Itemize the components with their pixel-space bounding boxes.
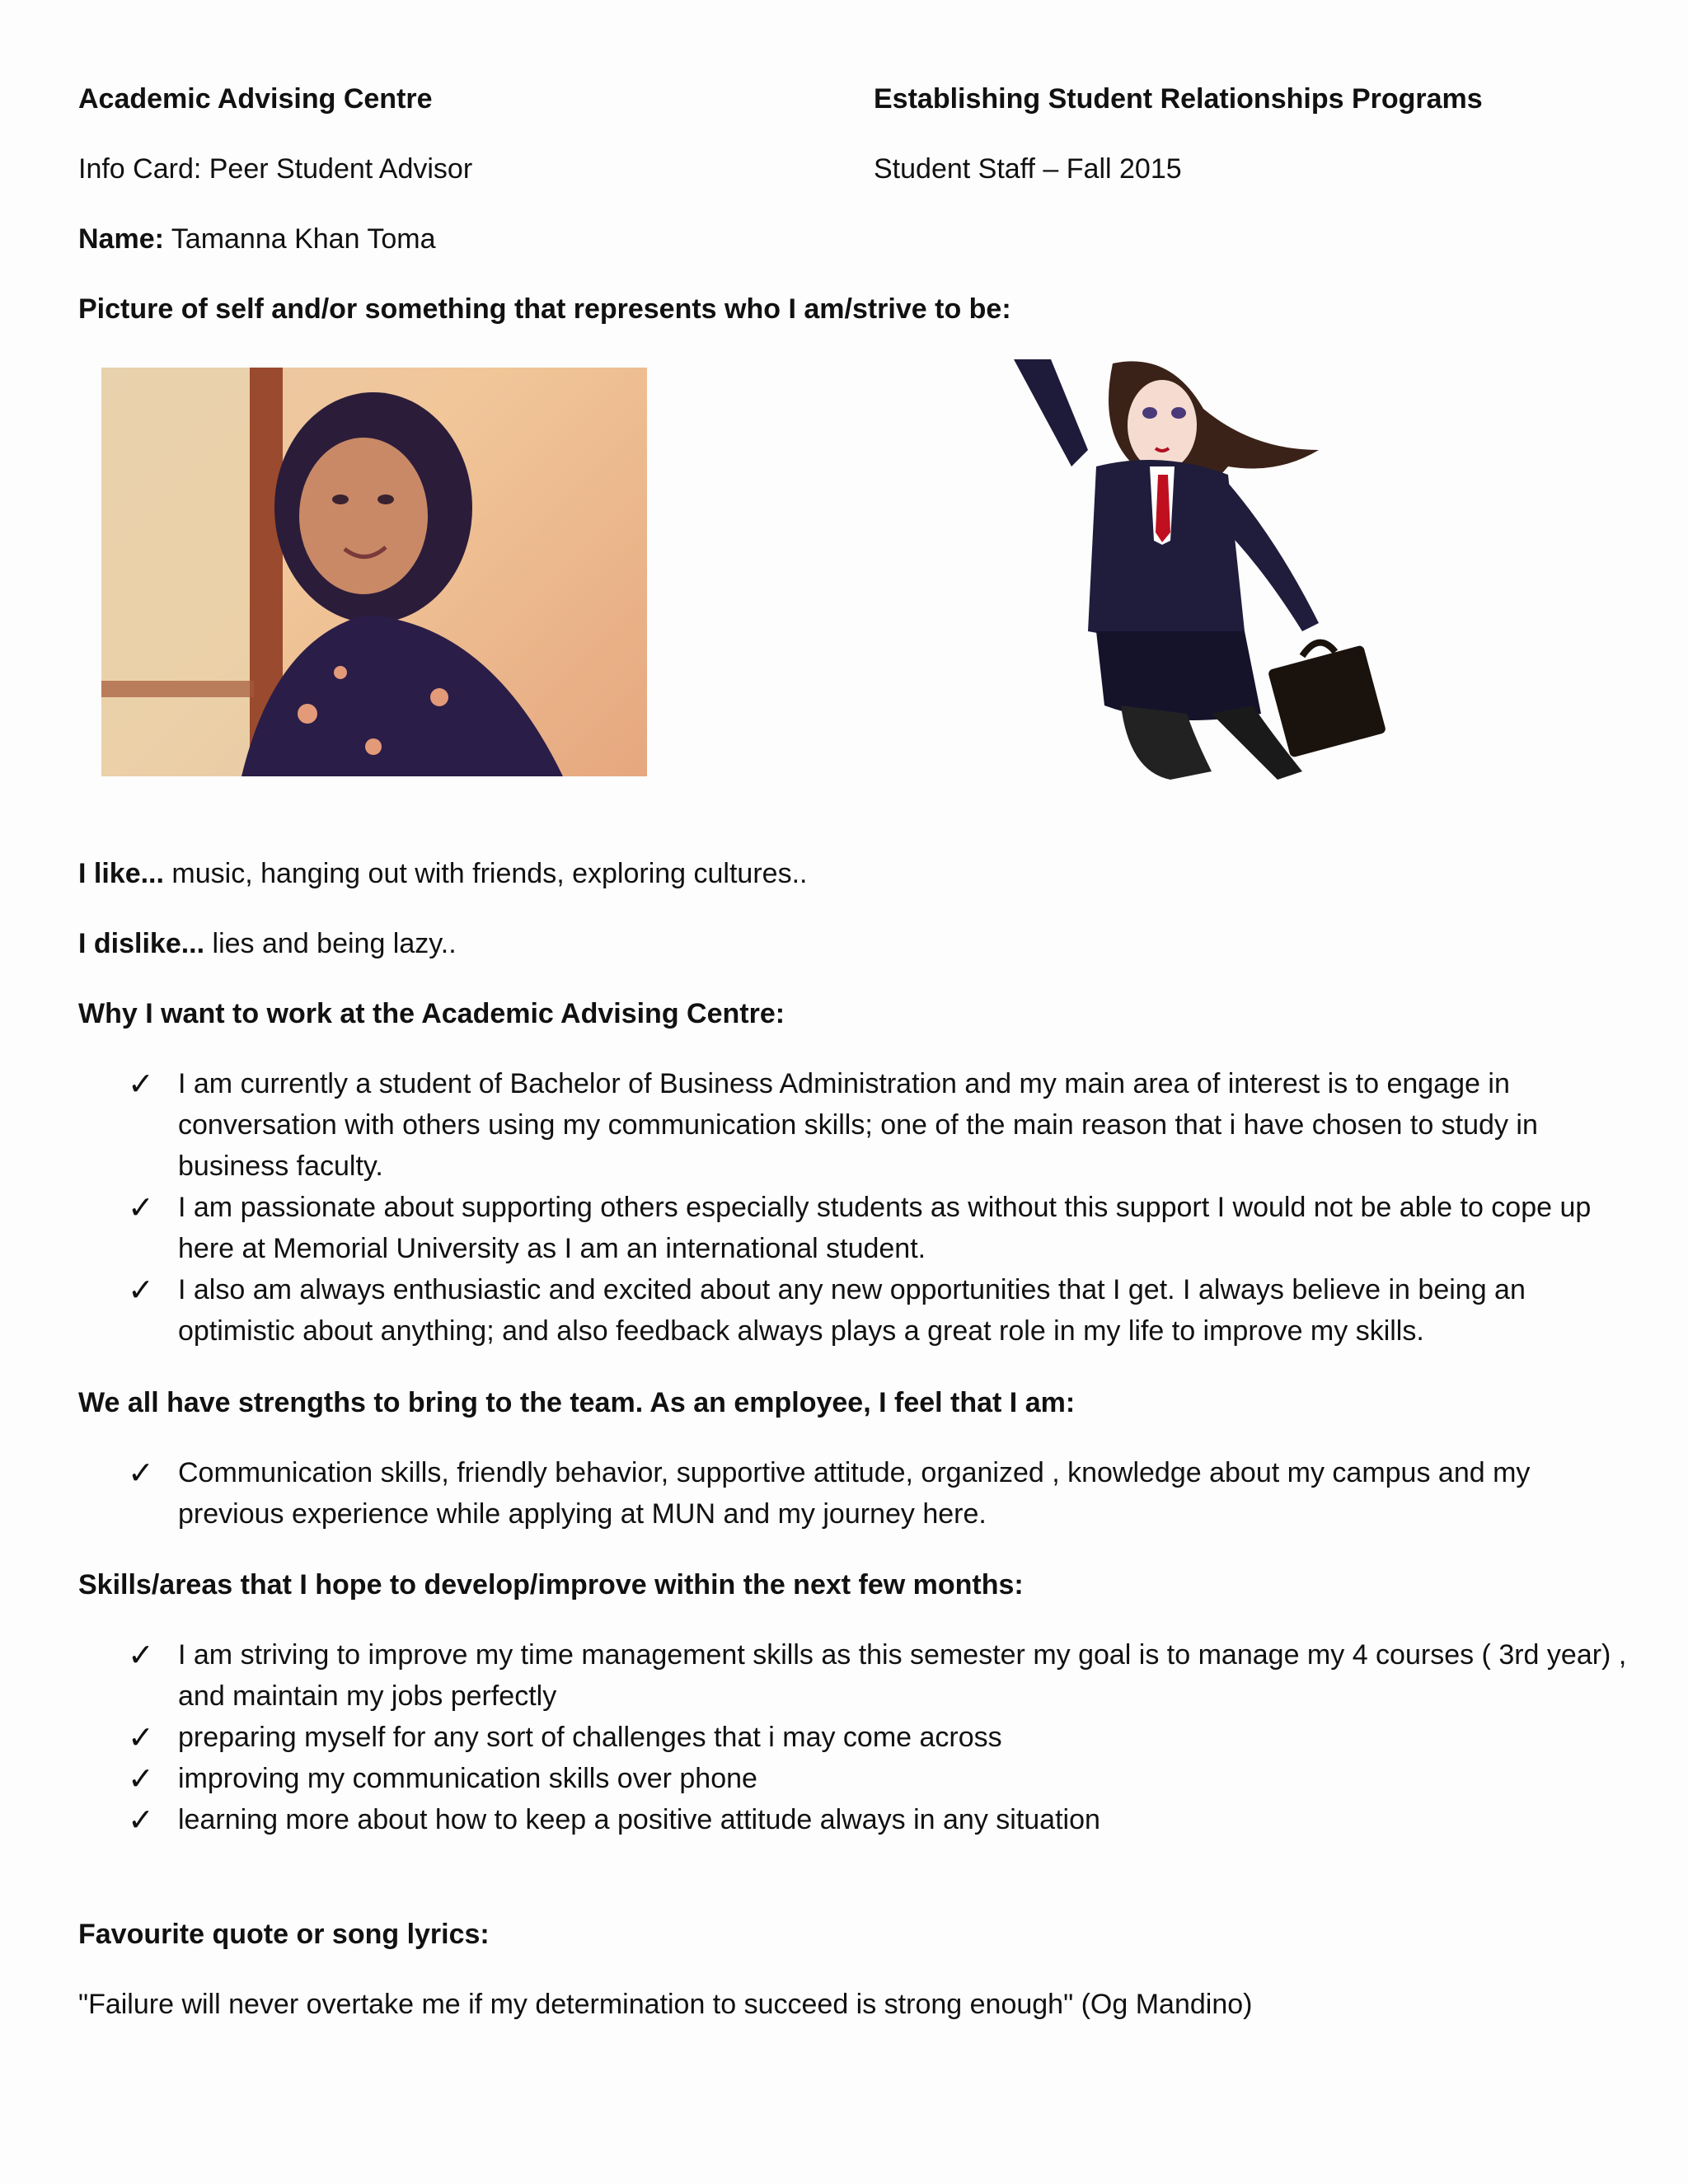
program-title: Establishing Student Relationships Programs [874, 83, 1483, 115]
likes-label: I like... [78, 858, 164, 889]
list-item: ✓ Communication skills, friendly behavior, supportive attitude, organized , knowledge about my campus and my previous experience while applying at MUN and my journey here. [78, 1452, 1628, 1535]
checkmark-icon: ✓ [128, 1272, 154, 1308]
checkmark-icon: ✓ [128, 1455, 154, 1491]
dislikes-line [78, 923, 457, 964]
term-label: Student Staff – Fall 2015 [874, 153, 1182, 185]
self-photo [101, 368, 647, 776]
card-type: Info Card: Peer Student Advisor [78, 153, 473, 185]
checkmark-icon: ✓ [128, 1189, 154, 1226]
why-heading: Why I want to work at the Academic Advising Centre: [78, 998, 785, 1029]
checkmark-icon: ✓ [128, 1066, 154, 1102]
checkmark-icon: ✓ [128, 1637, 154, 1673]
list-item: ✓ I am passionate about supporting others especially students as without this support I would not be able to cope up here at Memorial University as I am an international student. [78, 1187, 1628, 1269]
checkmark-icon: ✓ [128, 1802, 154, 1838]
quote-heading: Favourite quote or song lyrics: [78, 1919, 490, 1950]
name-label: Name: [78, 223, 164, 255]
checkmark-icon: ✓ [128, 1760, 154, 1797]
quote-text: "Failure will never overtake me if my determination to succeed is strong enough" (Og Mandino) [78, 1989, 1253, 2020]
strengths-heading: We all have strengths to bring to the team. As an employee, I feel that I am: [78, 1387, 1076, 1418]
likes-value: music, hanging out with friends, exploring cultures.. [171, 858, 808, 889]
why-list [78, 1063, 1628, 1352]
list-item: ✓ I also am always enthusiastic and excited about any new opportunities that I get. I always believe in being an optimistic about anything; and also feedback always plays a great role in my life to improve my skills. [78, 1269, 1628, 1352]
businesswoman-illustration [1006, 359, 1418, 788]
dislikes-value: lies and being lazy.. [212, 928, 457, 959]
skills-list [78, 1634, 1628, 1840]
likes-line [78, 853, 807, 894]
list-item: ✓ I am striving to improve my time management skills as this semester my goal is to manage my 4 courses ( 3rd year) , and maintain my jobs perfectly [78, 1634, 1628, 1717]
checkmark-icon: ✓ [128, 1719, 154, 1755]
dislikes-label: I dislike... [78, 928, 205, 959]
list-item: ✓ learning more about how to keep a positive attitude always in any situation [78, 1799, 1628, 1840]
name-value: Tamanna Khan Toma [171, 223, 436, 255]
skills-heading: Skills/areas that I hope to develop/improve within the next few months: [78, 1569, 1024, 1601]
picture-heading: Picture of self and/or something that represents who I am/strive to be: [78, 293, 1011, 325]
list-item: ✓ I am currently a student of Bachelor of Business Administration and my main area of interest is to engage in conversation with others using my communication skills; one of the main reason that i have chosen to study in business faculty. [78, 1063, 1628, 1187]
org-title: Academic Advising Centre [78, 83, 433, 115]
strengths-list [78, 1452, 1628, 1535]
name-line [78, 218, 435, 260]
list-item: ✓ improving my communication skills over phone [78, 1758, 1628, 1799]
list-item: ✓ preparing myself for any sort of challenges that i may come across [78, 1717, 1628, 1758]
